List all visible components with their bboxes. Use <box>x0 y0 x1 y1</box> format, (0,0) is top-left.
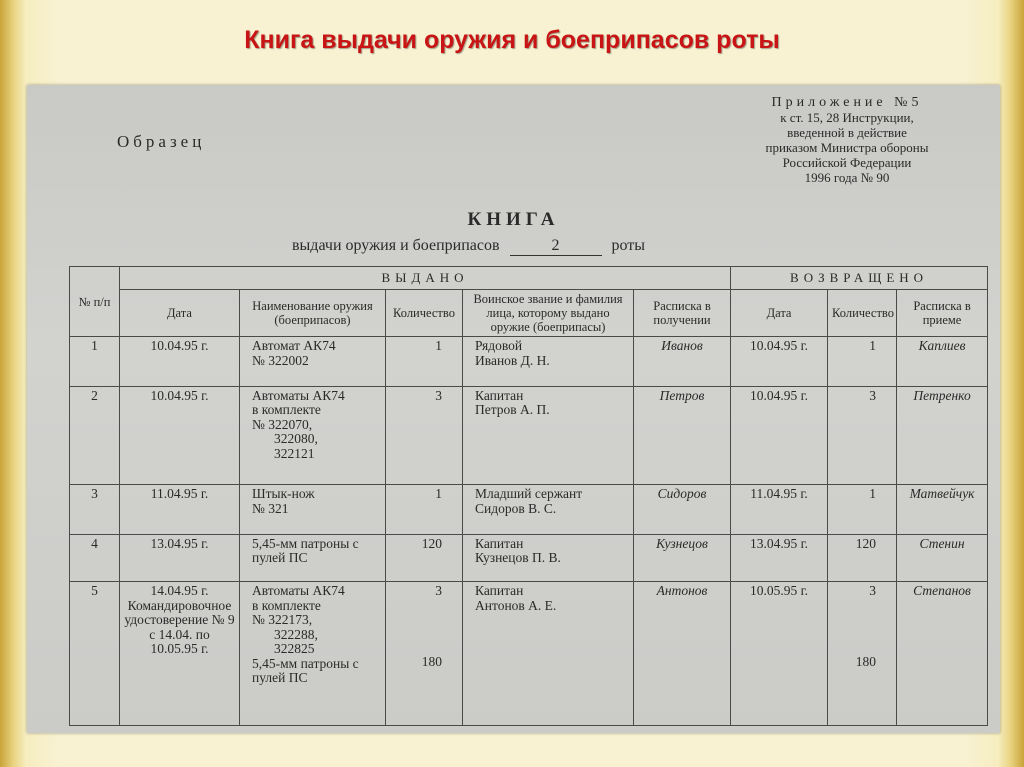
recipient: Капитан Кузнецов П. В. <box>463 534 634 582</box>
row-num: 1 <box>70 337 120 387</box>
return-date: 10.05.95 г. <box>731 582 828 726</box>
header-group-returned: ВОЗВРАЩЕНО <box>731 267 988 290</box>
table-row <box>70 534 988 582</box>
table-row <box>70 386 988 484</box>
row-num: 5 <box>70 582 120 726</box>
item-name: Автомат АК74 № 322002 <box>240 337 386 387</box>
recipient: Капитан Петров А. П. <box>463 386 634 484</box>
return-signature: Петренко <box>897 386 988 484</box>
book-title: КНИГА <box>467 209 560 230</box>
appendix-note <box>717 95 977 185</box>
issue-date: 13.04.95 г. <box>120 534 240 582</box>
item-name: Автоматы АК74 в комплекте № 322070, 322080, 322121 <box>240 386 386 484</box>
issue-date: 14.04.95 г. Командировочное удостоверение № 9 с 14.04. по 10.05.95 г. <box>120 582 240 726</box>
row-num: 4 <box>70 534 120 582</box>
receipt-signature: Кузнецов <box>634 534 731 582</box>
recipient: Рядовой Иванов Д. Н. <box>463 337 634 387</box>
return-signature: Матвейчук <box>897 485 988 535</box>
return-signature: Стенин <box>897 534 988 582</box>
header-return-qty: Количество <box>828 290 897 337</box>
return-qty: 1 <box>828 337 897 387</box>
company-number: 2 <box>510 237 602 256</box>
receipt-signature: Сидоров <box>634 485 731 535</box>
return-date: 11.04.95 г. <box>731 485 828 535</box>
return-signature: Каплиев <box>897 337 988 387</box>
document-scan <box>27 85 1000 733</box>
table-row <box>70 582 988 726</box>
return-date: 13.04.95 г. <box>731 534 828 582</box>
header-return-signature: Расписка в приеме <box>897 290 988 337</box>
subtitle-prefix: выдачи оружия и боеприпасов <box>292 237 500 254</box>
sample-label: Образец <box>117 132 206 151</box>
issue-qty: 3 180 <box>386 582 463 726</box>
receipt-signature: Петров <box>634 386 731 484</box>
header-recipient: Воинское звание и фамилия лица, которому выдано оружие (боеприпасы) <box>463 290 634 337</box>
recipient: Младший сержант Сидоров В. С. <box>463 485 634 535</box>
issue-ledger-table <box>69 266 988 726</box>
recipient: Капитан Антонов А. Е. <box>463 582 634 726</box>
issue-qty: 1 <box>386 337 463 387</box>
issue-qty: 1 <box>386 485 463 535</box>
return-qty: 3 <box>828 386 897 484</box>
issue-date: 10.04.95 г. <box>120 386 240 484</box>
return-qty: 120 <box>828 534 897 582</box>
header-issue-qty: Количество <box>386 290 463 337</box>
header-group-issued: ВЫДАНО <box>120 267 731 290</box>
item-name: Штык-нож № 321 <box>240 485 386 535</box>
return-date: 10.04.95 г. <box>731 337 828 387</box>
appendix-line: к ст. 15, 28 Инструкции, <box>780 110 914 125</box>
issue-date: 11.04.95 г. <box>120 485 240 535</box>
subtitle-suffix: роты <box>611 237 646 254</box>
header-receipt-signature: Расписка в получении <box>634 290 731 337</box>
receipt-signature: Иванов <box>634 337 731 387</box>
return-qty: 1 <box>828 485 897 535</box>
return-date: 10.04.95 г. <box>731 386 828 484</box>
appendix-line: приказом Министра обороны <box>765 140 929 155</box>
header-item: Наименование оружия (боеприпасов) <box>240 290 386 337</box>
return-signature: Степанов <box>897 582 988 726</box>
appendix-line: введенной в действие <box>787 125 907 140</box>
row-num: 2 <box>70 386 120 484</box>
issue-qty: 120 <box>386 534 463 582</box>
issue-date: 10.04.95 г. <box>120 337 240 387</box>
appendix-line: 1996 года № 90 <box>804 170 890 185</box>
book-subtitle <box>292 237 645 256</box>
slide-title: Книга выдачи оружия и боеприпасов роты <box>244 26 780 54</box>
header-num: № п/п <box>70 267 120 337</box>
item-name: Автоматы АК74 в комплекте № 322173, 322288, 322825 5,45-мм патроны с пулей ПС <box>240 582 386 726</box>
return-qty: 3 180 <box>828 582 897 726</box>
issue-qty: 3 <box>386 386 463 484</box>
table-row <box>70 485 988 535</box>
receipt-signature: Антонов <box>634 582 731 726</box>
header-return-date: Дата <box>731 290 828 337</box>
header-issue-date: Дата <box>120 290 240 337</box>
table-row <box>70 337 988 387</box>
item-name: 5,45-мм патроны с пулей ПС <box>240 534 386 582</box>
appendix-line: Российской Федерации <box>782 155 912 170</box>
appendix-title: Приложение №5 <box>771 95 923 110</box>
row-num: 3 <box>70 485 120 535</box>
